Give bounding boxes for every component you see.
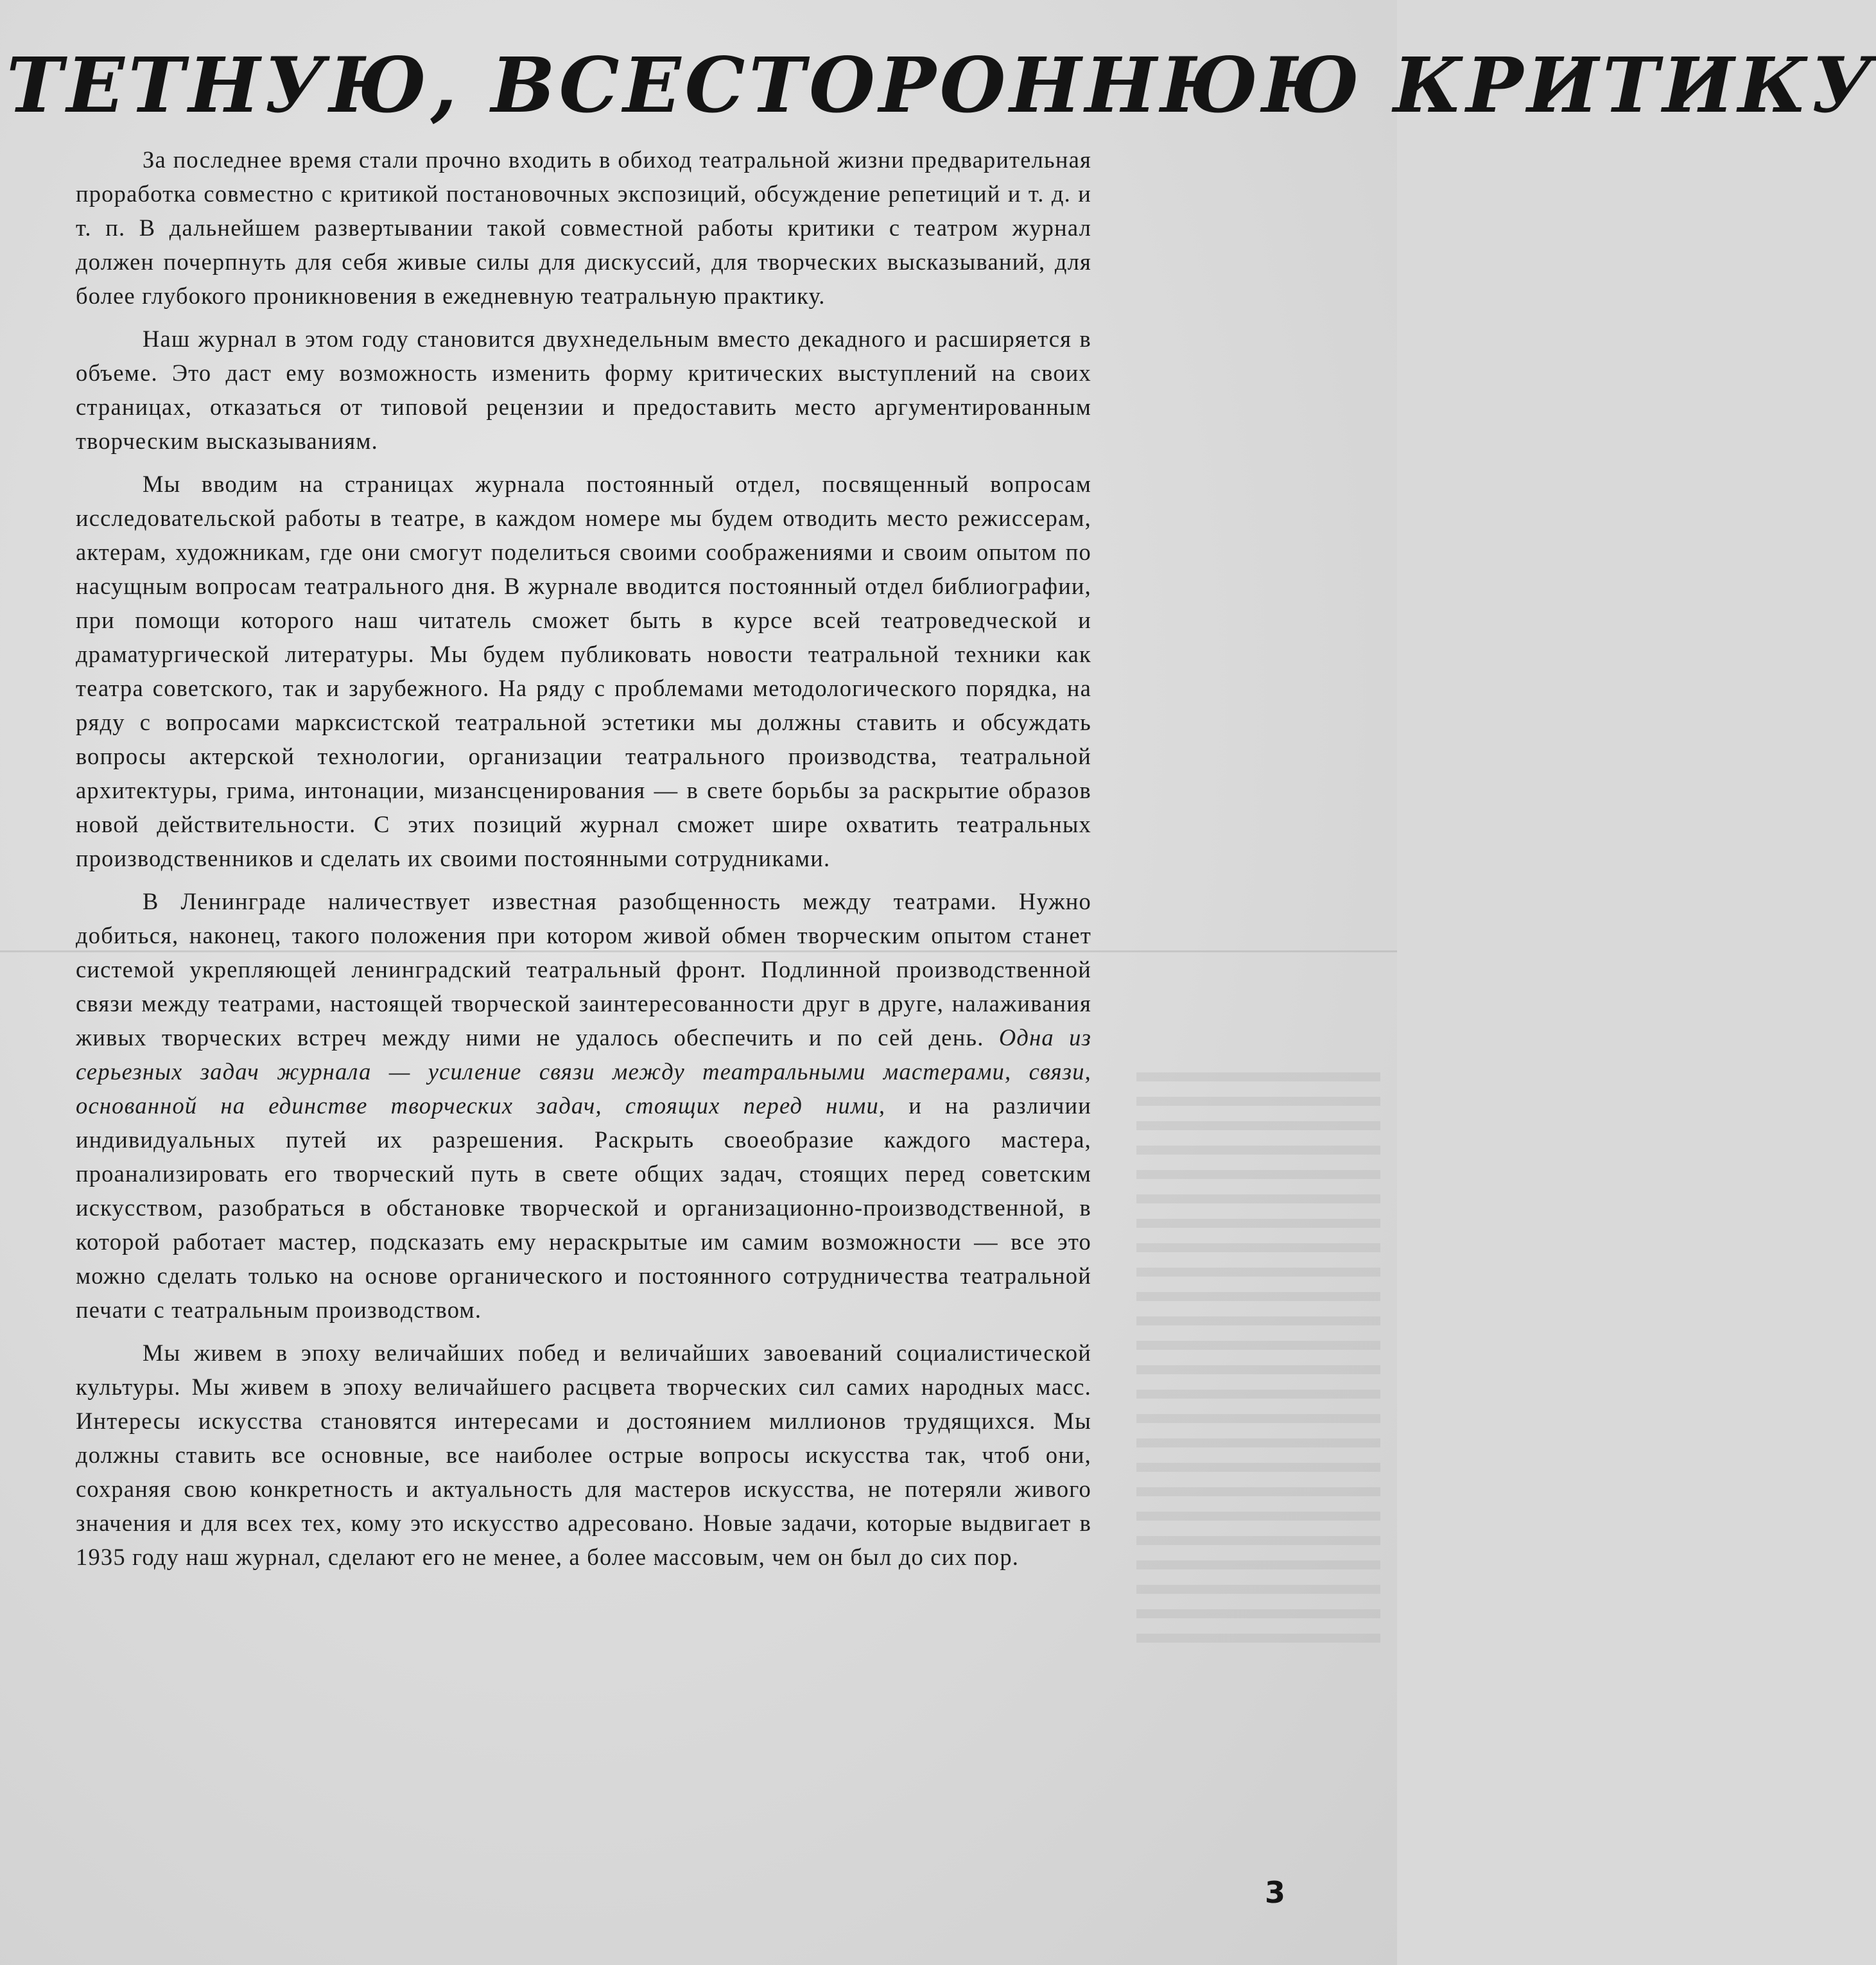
paragraph-4-start: В Ленинграде наличествует известная разобщенность между театрами. Нужно добиться, наконец, такого положения при котором живой обмен творческим опытом станет системой укрепляющей ленинградский театральный фронт. Подлинной производственной связи между театрами, настоящей творческой заинтересованности друг в друге, налаживания живых творческих встреч между ними не удалось обеспечить и по сей день. (76, 888, 1091, 1051)
paragraph-4 (76, 884, 1091, 1327)
paragraph-3: Мы вводим на страницах журнала постоянный отдел, посвященный вопросам исследовательской работы в театре, в каждом номере мы будем отводить место режиссерам, актерам, художникам, где они смогут поделиться своими соображениями и своим опытом по насущным вопросам театрального дня. В журнале вводится постоянный отдел библиографии, при помощи которого наш читатель сможет быть в курсе всей театроведческой и драматургической литературы. Мы будем публиковать новости театральной техники как театра советского, так и зарубежного. На ряду с проблемами методологического порядка, на ряду с вопросами марксистской театральной эстетики мы должны ставить и обсуждать вопросы актерской технологии, организации театрального производства, театральной архитектуры, грима, интонации, мизансценирования — в свете борьбы за раскрытие образов новой действительности. С этих позиций журнал сможет шире охватить театральных производственников и сделать их своими постоянными сотрудниками. (76, 471, 1091, 871)
article-body (76, 143, 1091, 1574)
paragraph-1: За последнее время стали прочно входить в обиход театральной жизни предварительная проработка совместно с критикой постановочных экспозиций, обсуждение репетиций и т. д. и т. п. В дальнейшем развертывании такой совместной работы критики с театром журнал должен почерпнуть для себя живые силы для дискуссий, для творческих высказываний, для более глубокого проникновения в ежедневную театральную практику. (76, 146, 1091, 309)
paragraph-5: Мы живем в эпоху величайших побед и величайших завоеваний социалистической культуры. Мы живем в эпоху величайшего расцвета творческих сил самих народных масс. Интересы искусства становятся интересами и достоянием миллионов трудящихся. Мы должны ставить все основные, все наиболее острые вопросы искусства так, чтоб они, сохраняя свою конкретность и актуальность для мастеров искусства, не потеряли живого значения и для всех тех, кому это искусство адресовано. Новые задачи, которые выдвигает в 1935 году наш журнал, сделают его не менее, а более массовым, чем он был до сих пор. (76, 1340, 1091, 1570)
reverse-side-bleed-through (1136, 1072, 1380, 1650)
page-number: 3 (1265, 1875, 1286, 1910)
paragraph-4-end: и на различии индивидуальных путей их разрешения. Раскрыть своеобразие каждого мастера, проанализировать его творческий путь в свете общих задач, стоящих перед советским искусством, разобраться в обстановке творческой и организационно-производственной, в которой работает мастер, подсказать ему нераскрытые им самим возможности — все это можно сделать только на основе органического и постоянного сотрудничества театральной печати с театральным производством. (76, 1092, 1091, 1323)
paragraph-2: Наш журнал в этом году становится двухнедельным вместо декадного и расширяется в объеме. Это даст ему возможность изменить форму критических выступлений на своих страницах, отказаться от типовой рецензии и предоставить место аргументированным творческим высказываниям. (76, 326, 1091, 454)
paragraph-4-italic-emphasis: Одна из серьезных задач журнала — усиление связи между театральными мастерами, связи, основанной на единстве творческих задач, стоящих перед ними, (76, 1024, 1092, 1119)
article-headline: ТЕТНУЮ, ВСЕСТОРОННЮЮ КРИТИКУ (6, 40, 1876, 130)
